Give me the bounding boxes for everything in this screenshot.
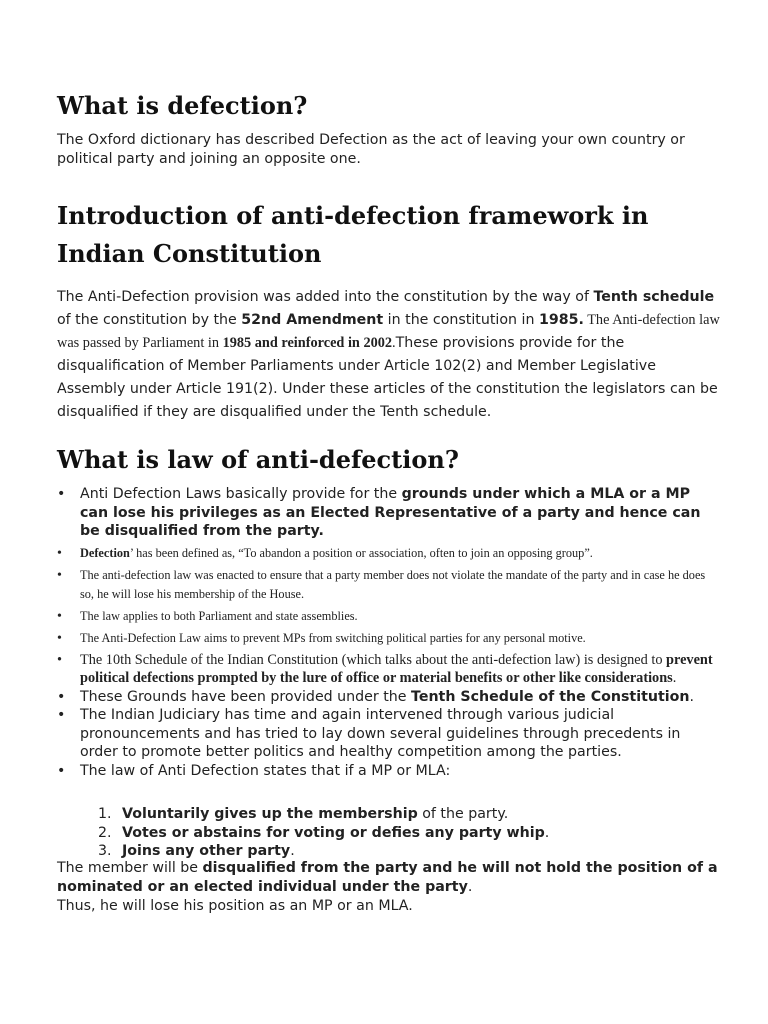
condition-bold: Voluntarily gives up the membership [122, 806, 418, 822]
list-item [57, 762, 717, 781]
text-run: The 10th Schedule of the Indian Constitution (which talks about the anti-defection law) is designed to [80, 651, 667, 668]
list-item [57, 485, 717, 541]
text-run: The anti-defection law was enacted to ensure that a party member does not violate the mandate of the party and in case he does so, he will lose his membership of the House. [80, 567, 706, 601]
text-run: These provisions provide for the disqualification of Member Parliaments under Article 102(2) and Member Legislative Assembly under Article 191(2). Under these articles of the constitution the legislators can be disqualified if they are disqualified under the Tenth schedule. [57, 335, 718, 420]
bullet-icon: • [57, 707, 66, 723]
list-item [57, 688, 717, 707]
text-run: . [467, 878, 473, 895]
thus-paragraph: Thus, he will lose his position as an MP or an MLA. [57, 898, 413, 914]
text-run: . [689, 688, 694, 705]
bold-tenth-schedule: Tenth schedule [593, 289, 715, 305]
bold-year-1985: 1985. [538, 312, 584, 328]
text-run: in the constitution in [383, 312, 539, 328]
bold-disqualified: disqualified from the party and he will not hold the position of a nominated or an elected individual under the party [57, 860, 718, 895]
text-run: The Indian Judiciary has time and again intervened through various judicial pronouncements and has tried to lay down several guidelines through precedents in order to promote better politics and healthy competition among the parties. [80, 707, 681, 760]
list-item [57, 544, 717, 563]
bullet-icon: • [57, 651, 63, 668]
condition-rest: . [544, 824, 550, 841]
list-number: 2. [98, 824, 112, 841]
anti-defection-bullet-list [57, 485, 717, 780]
bold-prevent-defections: prevent political defections prompted by the lure of office or material benefits or other like considerations [80, 651, 713, 686]
list-item [57, 607, 717, 626]
text-run: The law of Anti Defection states that if a MP or MLA: [80, 762, 451, 779]
bullet-icon: • [57, 486, 66, 502]
condition-bold: Votes or abstains for voting or defies any party whip [122, 824, 545, 841]
bullet-icon: • [57, 762, 66, 779]
heading-law-of-anti-defection: What is law of anti-defection? [57, 445, 459, 474]
serif-text-run: The Anti-defection law was passed by Parliament in [57, 312, 720, 351]
bullet-icon: • [57, 545, 62, 561]
bold-defection: Defection [80, 545, 130, 560]
text-run: The law applies to both Parliament and state assemblies. [80, 608, 358, 623]
text-run: The Anti-Defection Law aims to prevent MPs from switching political parties for any personal motive. [80, 630, 586, 645]
list-item [57, 651, 717, 688]
list-item [57, 706, 717, 762]
text-run: Anti Defection Laws basically provide for the [80, 486, 402, 502]
list-number: 1. [98, 806, 112, 822]
text-run: . [672, 670, 677, 686]
serif-text-run: . [392, 335, 396, 351]
bold-1985-2002: 1985 and reinforced in 2002 [222, 335, 393, 351]
text-run: ’ has been defined as, “To abandon a position or association, often to join an opposing group”. [129, 545, 593, 560]
bullet-icon: • [57, 608, 62, 624]
text-run: The member will be [57, 860, 203, 876]
list-number: 3. [98, 843, 112, 859]
member-disqualified-paragraph [57, 859, 727, 896]
heading-what-is-defection: What is defection? [57, 91, 308, 120]
condition-item [98, 824, 698, 843]
disqualification-conditions-list [98, 805, 698, 861]
text-run: of the constitution by the [57, 312, 242, 328]
bold-grounds: grounds under which a MLA or a MP can lose his privileges as an Elected Representative of a party and hence can be disqualified from the party. [80, 486, 701, 539]
text-run: These Grounds have been provided under the [80, 688, 412, 705]
condition-rest: . [290, 843, 295, 859]
text-run: The Anti-Defection provision was added into the constitution by the way of [57, 289, 594, 305]
list-item [57, 629, 717, 648]
condition-item [98, 842, 698, 861]
condition-bold: Joins any other party [122, 843, 291, 859]
bold-tenth-schedule-constitution: Tenth Schedule of the Constitution [411, 688, 690, 705]
bullet-icon: • [57, 630, 62, 646]
heading-introduction: Introduction of anti-defection framework in Indian Constitution [57, 201, 649, 268]
list-item [57, 566, 717, 604]
bullet-icon: • [57, 688, 66, 705]
bullet-icon: • [57, 567, 62, 583]
anti-defection-provision-paragraph [57, 286, 727, 424]
condition-rest: of the party. [417, 806, 509, 822]
oxford-definition-paragraph: The Oxford dictionary has described Defection as the act of leaving your own country or political party and joining an opposite one. [57, 132, 685, 167]
condition-item [98, 805, 698, 824]
bold-52nd-amendment: 52nd Amendment [241, 312, 384, 328]
